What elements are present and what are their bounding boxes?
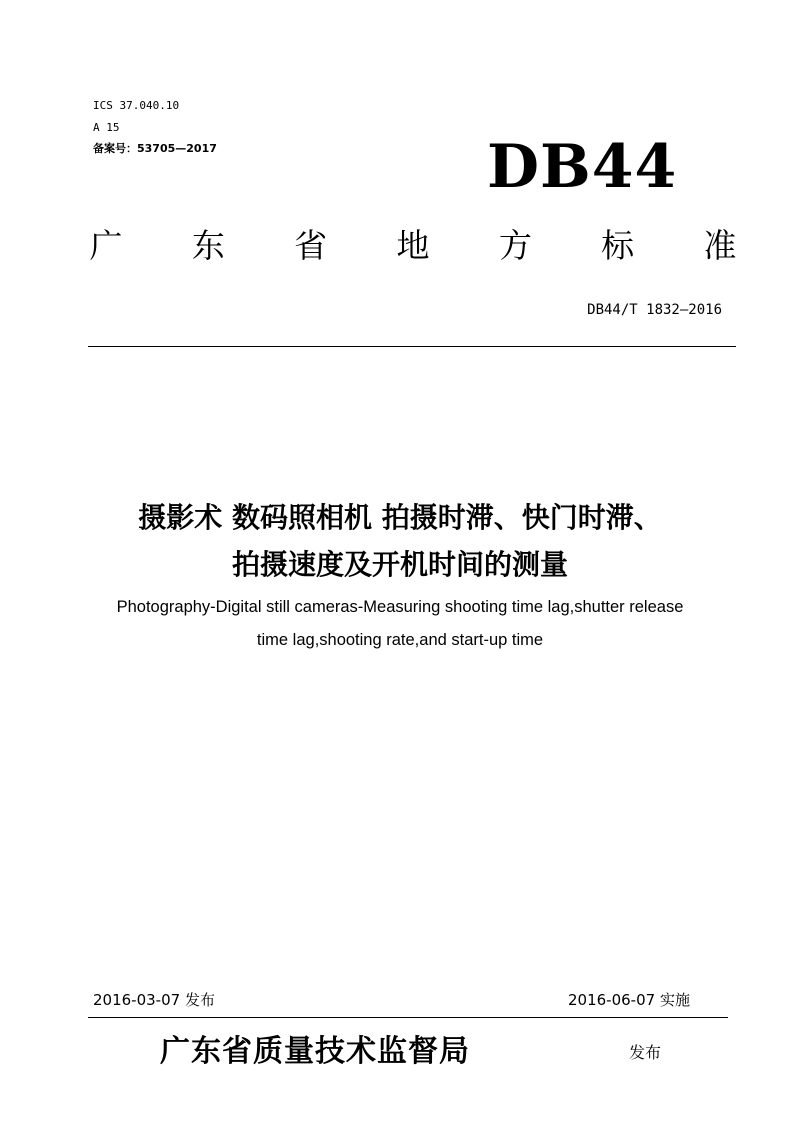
standard-type-char: 标 <box>601 226 635 265</box>
record-number: 备案号：53705—2017 <box>93 142 217 155</box>
title-en-line1: Photography-Digital still cameras-Measuring shooting time lag,shutter release <box>116 598 684 616</box>
publisher-name: 广东省质量技术监督局 <box>160 1034 470 1069</box>
implement-date: 2016-06-07 实施 <box>568 991 690 1009</box>
ics-code: ICS 37.040.10 <box>93 99 180 112</box>
standard-type-char: 广 <box>89 226 123 265</box>
title-en-line2: time lag,shooting rate,and start-up time <box>256 631 544 649</box>
standard-type-heading <box>88 220 738 267</box>
standard-type-char: 省 <box>294 226 328 265</box>
standard-type-char: 地 <box>396 226 430 265</box>
title-zh-line2: 拍摄速度及开机时间的测量 <box>231 548 568 581</box>
publisher-suffix: 发布 <box>629 1043 662 1062</box>
standard-code: DB44/T 1832—2016 <box>587 302 722 318</box>
standard-type-char: 准 <box>703 226 737 265</box>
title-zh-line1: 摄影术 数码照相机 拍摄时滞、快门时滞、 <box>138 501 662 534</box>
standard-type-char: 方 <box>498 226 532 265</box>
ccs-code: A 15 <box>93 121 120 134</box>
bottom-divider <box>88 1017 728 1018</box>
issue-date: 2016-03-07 发布 <box>93 991 215 1009</box>
db44-logo: DB44 <box>487 132 678 202</box>
top-divider <box>88 346 736 347</box>
standard-type-char: 东 <box>191 226 225 265</box>
